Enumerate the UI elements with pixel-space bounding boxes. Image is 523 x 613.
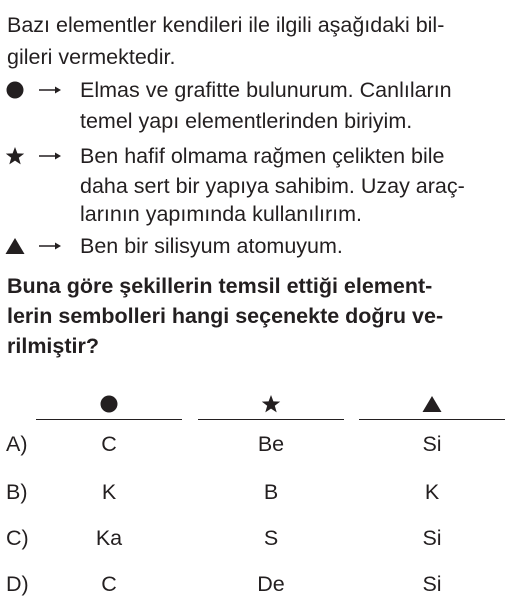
question-line-3: rilmiştir?: [7, 334, 99, 358]
option-value: S: [263, 526, 279, 550]
question-line-2: lerin sembolleri hangi seçenekte doğru ve-: [7, 304, 444, 328]
intro-line-1: Bazı elementler kendileri ile ilgili aşağıdaki bil-: [7, 13, 445, 37]
triangle-icon: [4, 232, 26, 260]
clue-star-line-3: larının yapımında kullanılırım.: [80, 202, 363, 226]
clue-star-line-1: Ben hafif olmama rağmen çelikten bile: [80, 144, 445, 168]
option-value: C: [101, 572, 117, 596]
option-value: Si: [422, 526, 442, 550]
option-value: K: [101, 480, 117, 504]
clue-circle-line-1: Elmas ve grafitte bulunurum. Canlıların: [80, 78, 452, 102]
option-label: A): [6, 432, 28, 456]
column-header-circle-icon: [36, 390, 182, 418]
column-divider: [36, 419, 182, 420]
column-divider: [198, 419, 344, 420]
circle-icon: [4, 76, 26, 104]
option-value: Si: [422, 572, 442, 596]
clue-star-line-2: daha sert bir yapıya sahibim. Uzay araç-: [80, 174, 465, 198]
column-header-star-icon: [198, 390, 344, 418]
option-label: D): [6, 572, 29, 596]
column-divider: [359, 419, 505, 420]
question-line-1: Buna göre şekillerin temsil ettiği element-: [7, 274, 433, 298]
option-value: De: [257, 572, 285, 596]
column-header-triangle-icon: [359, 390, 505, 418]
option-label: B): [6, 480, 28, 504]
arrow-icon: [38, 142, 62, 170]
option-value: K: [424, 480, 440, 504]
clue-circle-line-2: temel yapı elementlerinden biriyim.: [80, 109, 413, 133]
option-value: Be: [257, 432, 285, 456]
option-value: Ka: [95, 526, 123, 550]
star-icon: [4, 142, 26, 170]
option-value: Si: [422, 432, 442, 456]
arrow-icon: [38, 232, 62, 260]
option-value: B: [263, 480, 279, 504]
intro-line-2: gileri vermektedir.: [7, 45, 176, 69]
option-value: C: [101, 432, 117, 456]
option-label: C): [6, 526, 29, 550]
arrow-icon: [38, 76, 62, 104]
clue-triangle-line-1: Ben bir silisyum atomuyum.: [80, 234, 343, 258]
